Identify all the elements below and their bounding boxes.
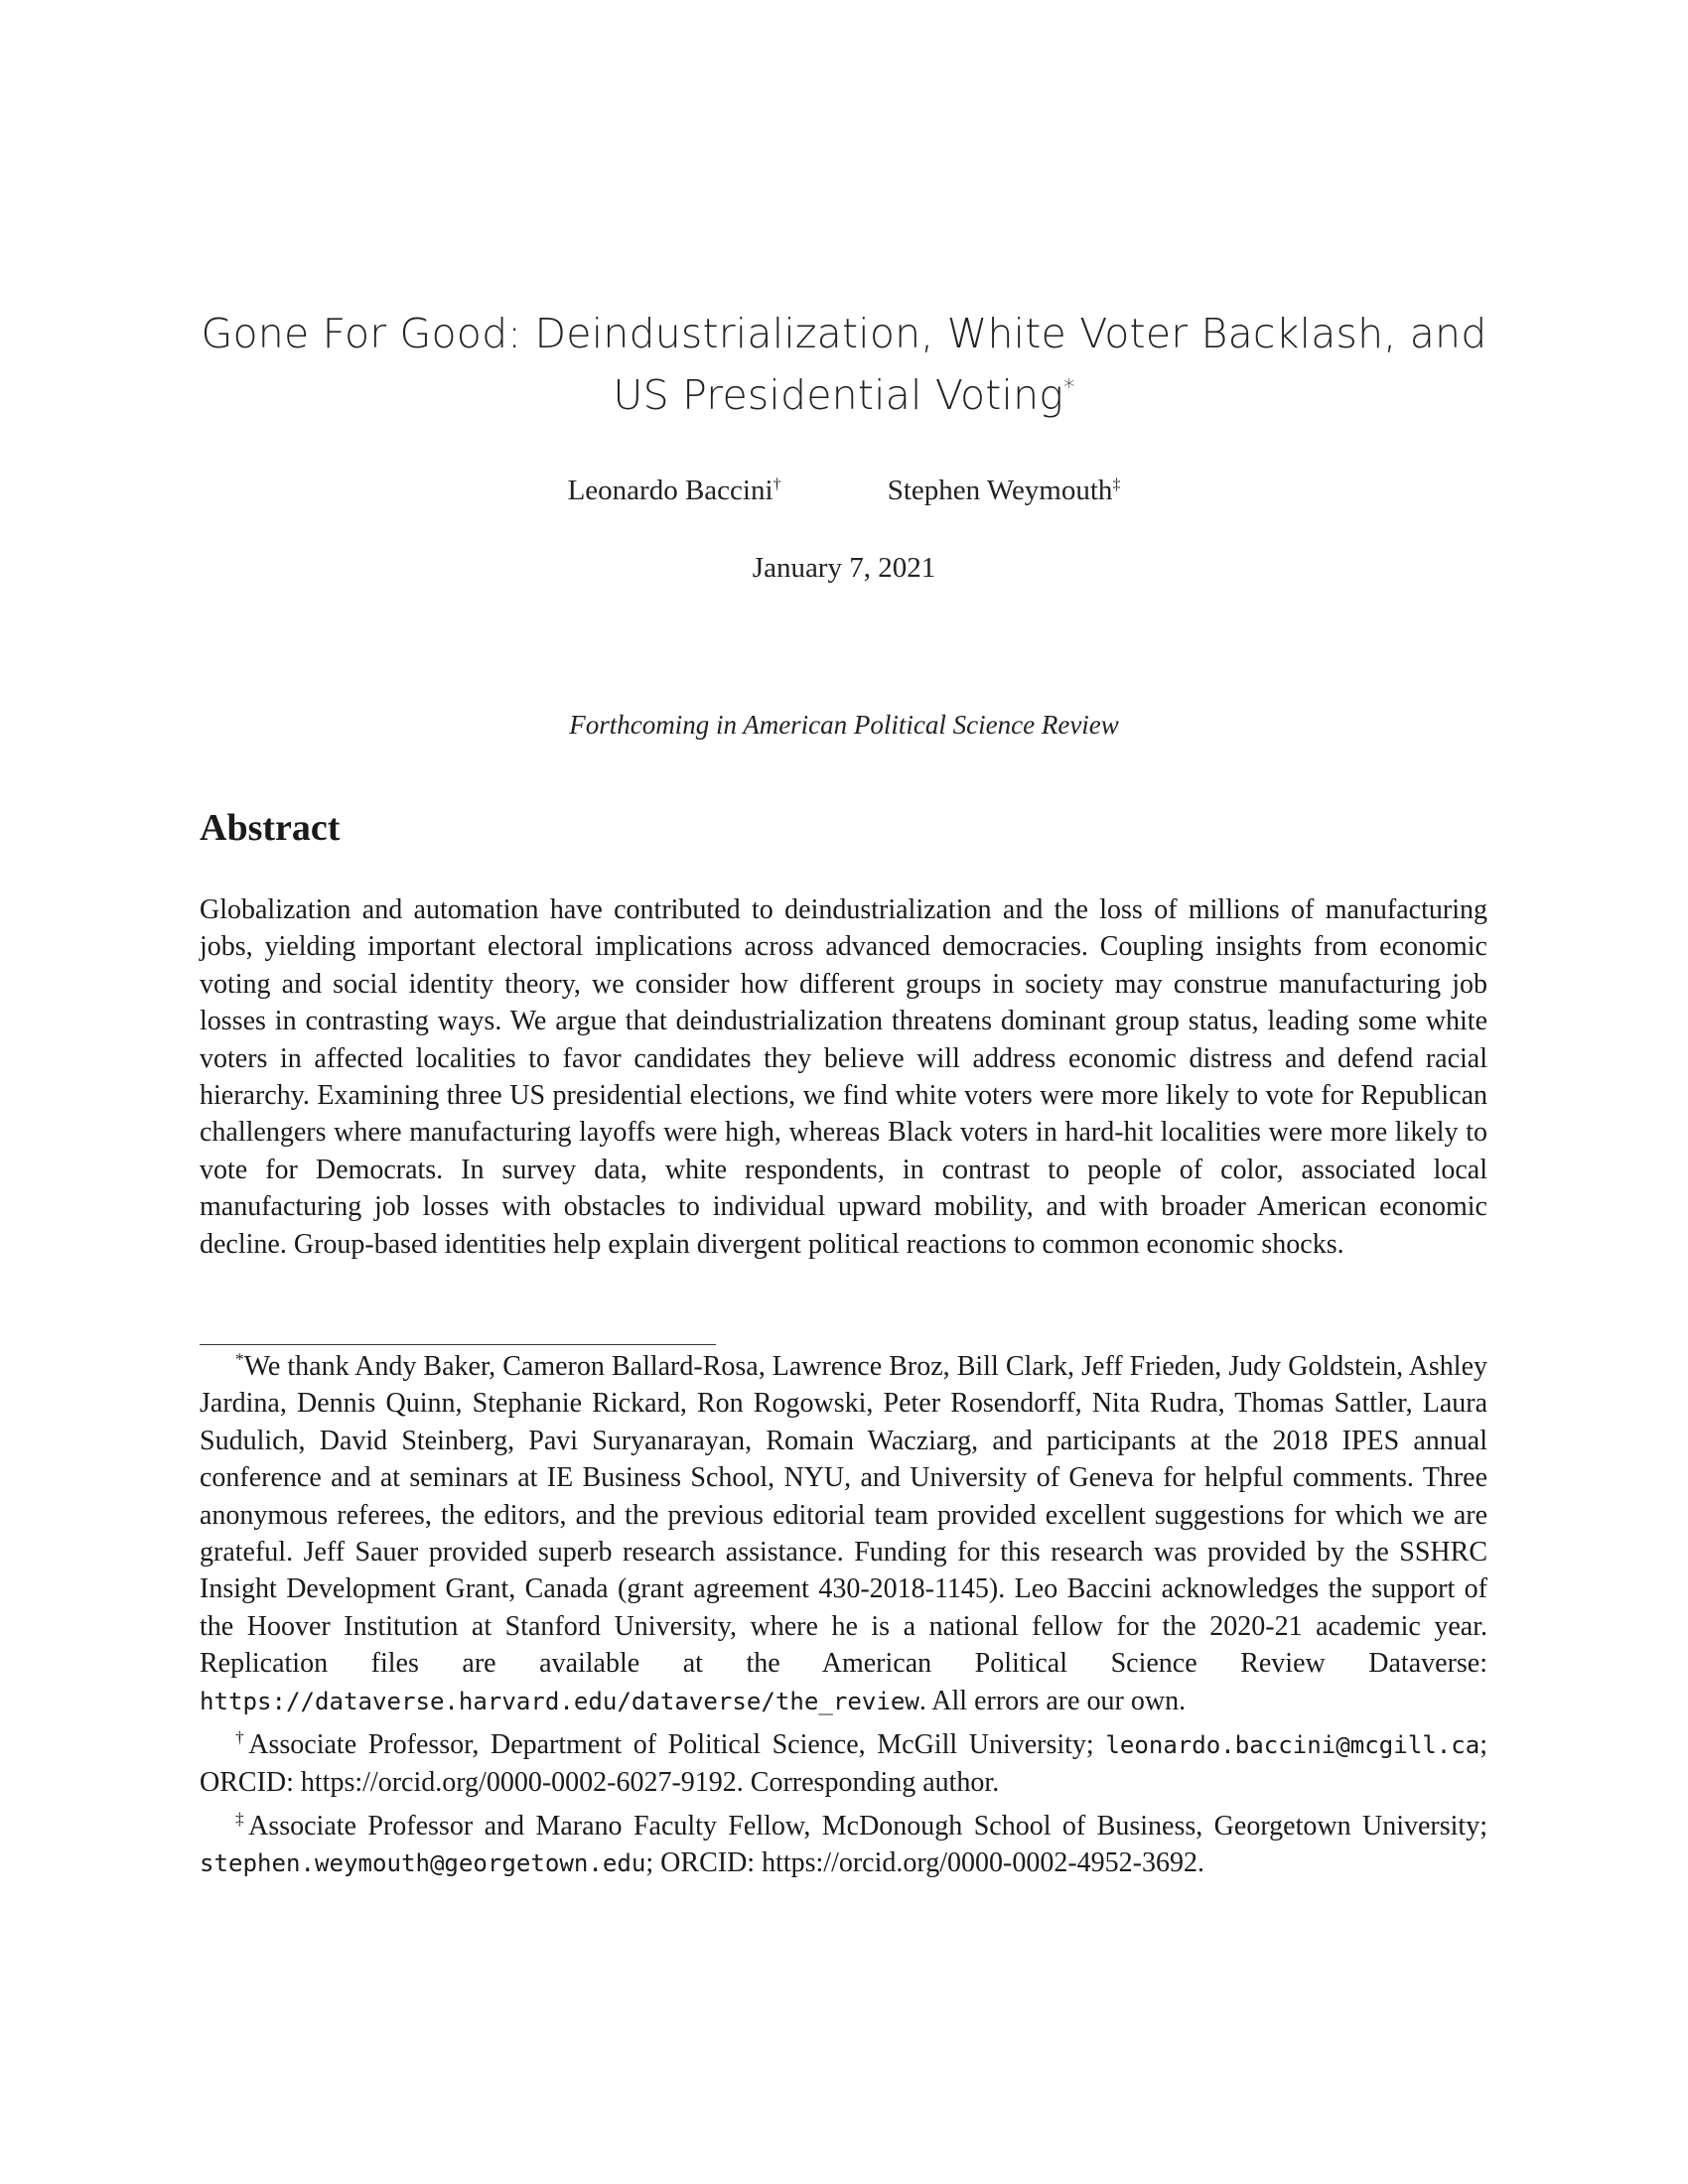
- author-1-email-link[interactable]: leonardo.baccini@mcgill.ca: [1105, 1731, 1480, 1760]
- author-2-email-link[interactable]: stephen.weymouth@georgetown.edu: [200, 1849, 646, 1878]
- footnotes: [200, 1348, 1487, 1889]
- title-line-1: Gone For Good: Deindustrialization, White Voter Backlash, and: [201, 310, 1487, 357]
- author-1-mark: †: [773, 476, 781, 493]
- footnote-3-text: Associate Professor and Marano Faculty Fellow, McDonough School of Business, Georgetown University;: [248, 1810, 1487, 1842]
- author-2-mark: ‡: [1112, 476, 1121, 493]
- abstract-heading: Abstract: [200, 807, 341, 849]
- paper-date: January 7, 2021: [752, 552, 936, 584]
- author-2-name: Stephen Weymouth: [887, 475, 1113, 506]
- author-list: [0, 475, 1688, 507]
- footnote-1-text: We thank Andy Baker, Cameron Ballard-Rosa, Lawrence Broz, Bill Clark, Jeff Frieden, Judy Goldstein, Ashley Jardina, Dennis Quinn, Stephanie Rickard, Ron Rogowski, Peter Rosendorff, Nita Rudra, Thomas Sattler, Laura Sudulich, David Steinberg, Pavi Suryanarayan, Romain Wacziarg, and participants at the 2018 IPES annual conference and at seminars at IE Business School, NYU, and University of Geneva for helpful comments. Three anonymous referees, the editors, and the previous editorial team provided excellent suggestions for which we are grateful. Jeff Sauer provided superb research assistance. Funding for this research was provided by the SSHRC Insight Development Grant, Canada (grant agreement 430-2018-1145). Leo Baccini acknowledges the support of the Hoover Institution at Stanford University, where he is a national fellow for the 2020-21 academic year. Replication files are available at the American Political Science Review Dataverse:: [200, 1351, 1487, 1680]
- footnote-2-tail: ; ORCID: https://orcid.org/0000-0002-6027-9192. Corresponding author.: [200, 1729, 1488, 1799]
- author-1-name: Leonardo Baccini: [567, 475, 774, 506]
- footnote-2-mark: †: [235, 1727, 249, 1747]
- dataverse-link[interactable]: https://dataverse.harvard.edu/dataverse/the_review: [200, 1687, 919, 1715]
- footnote-1-tail: . All errors are our own.: [918, 1685, 1187, 1716]
- author-2: [888, 475, 1121, 507]
- footnote-2-text: Associate Professor, Department of Political Science, McGill University;: [248, 1729, 1094, 1761]
- footnote-author-1: [200, 1726, 1487, 1802]
- footnote-acknowledgments: [200, 1348, 1487, 1720]
- footnote-1-mark: *: [235, 1349, 244, 1369]
- footnote-divider: [200, 1344, 716, 1345]
- title-line-2: US Presidential Voting: [613, 371, 1064, 419]
- footnote-3-mark: ‡: [235, 1809, 249, 1829]
- publication-venue: Forthcoming in American Political Science Review: [569, 710, 1119, 740]
- abstract-body: Globalization and automation have contributed to deindustrialization and the loss of millions of manufacturing jobs, yielding important electoral implications across advanced democracies. Coupling insights from economic voting and social identity theory, we consider how different groups in society may construe manufacturing job losses in contrasting ways. We argue that deindustrialization threatens dominant group status, leading some white voters in affected localities to favor candidates they believe will address economic distress and defend racial hierarchy. Examining three US presidential elections, we find white voters were more likely to vote for Republican challengers where manufacturing layoffs were high, whereas Black voters in hard-hit localities were more likely to vote for Democrats. In survey data, white respondents, in contrast to people of color, associated local manufacturing job losses with obstacles to individual upward mobility, and with broader American economic decline. Group-based identities help explain divergent political reactions to common economic shocks.: [200, 894, 1487, 1260]
- author-1: [568, 475, 781, 507]
- title-footnote-mark: *: [1063, 374, 1075, 401]
- footnote-3-tail: ; ORCID: https://orcid.org/0000-0002-4952-3692.: [645, 1847, 1204, 1879]
- footnote-author-2: [200, 1808, 1487, 1883]
- paper-title: [199, 303, 1489, 426]
